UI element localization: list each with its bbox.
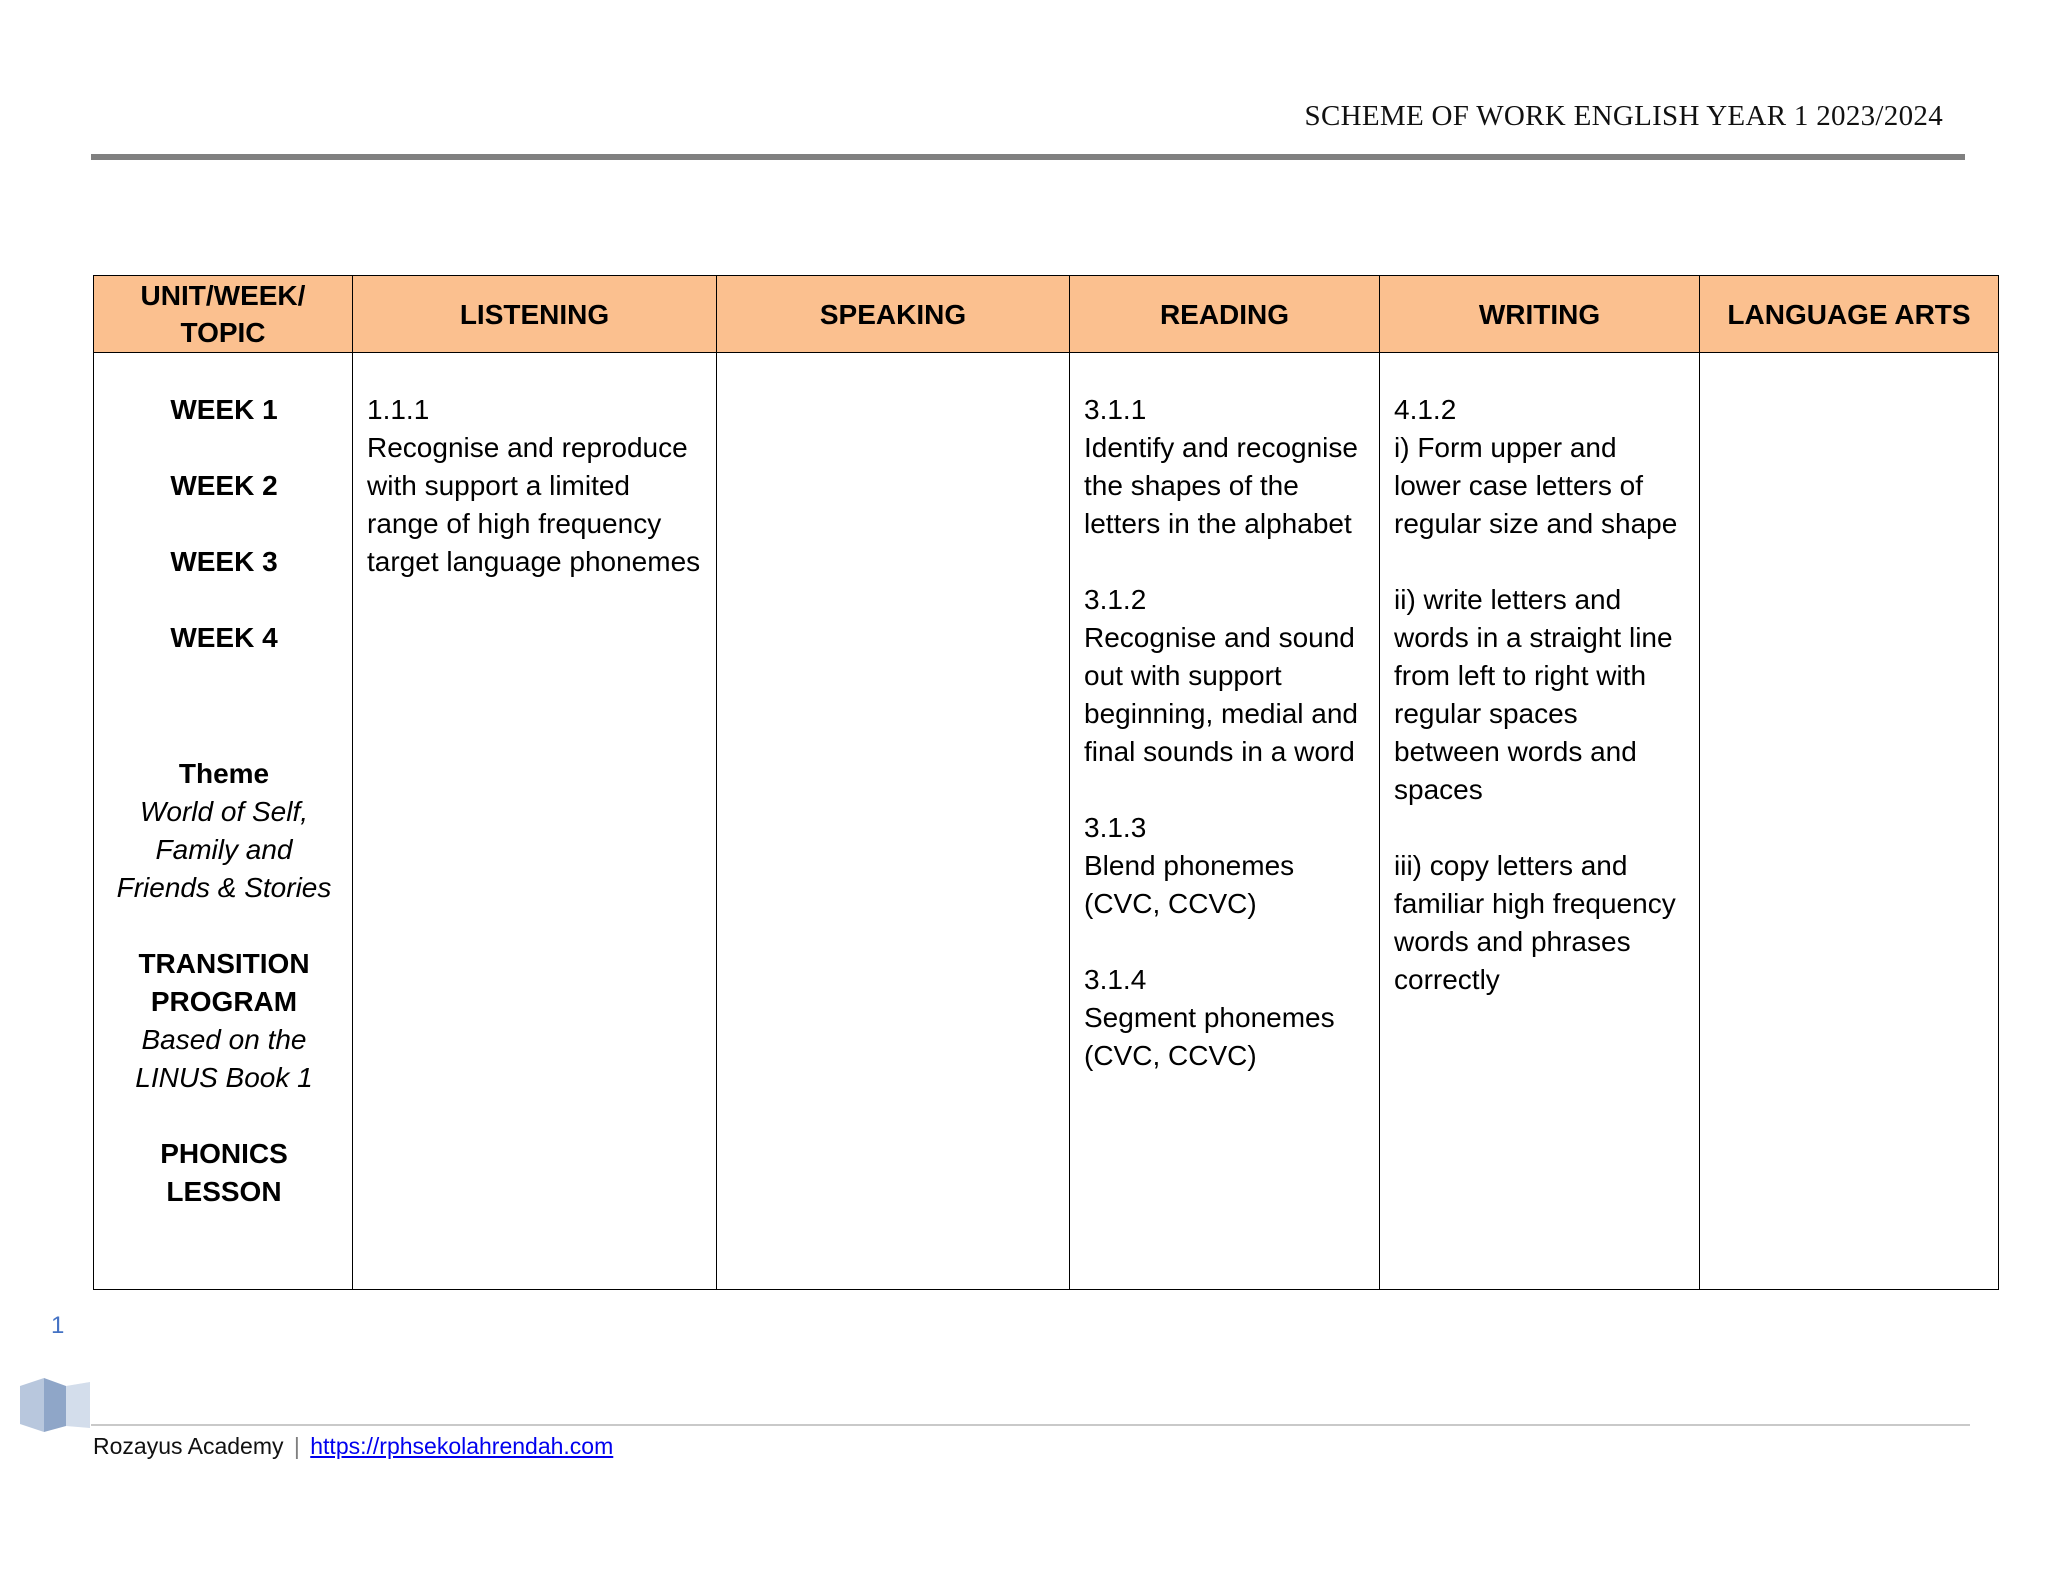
table-header-row [94,276,1999,353]
speaking-cell [717,353,1070,1290]
page-number: 1 [51,1312,65,1339]
footer-separator: | [293,1433,300,1459]
footer-academy-name: Rozayus Academy [93,1433,284,1459]
transition-program-label: TRANSITION [138,948,310,979]
reading-standard: 3.1.2 Recognise and sound out with support beginning, medial and final sounds in a word [1084,584,1358,767]
listening-standard: 1.1.1 Recognise and reproduce with support a limited range of high frequency target language phonemes [367,394,701,577]
footer-website-link[interactable]: https://rphsekolahrendah.com [310,1433,614,1459]
week-label: WEEK 1 [170,394,278,425]
header-listening: LISTENING [353,276,717,353]
theme-text: Friends & Stories [116,872,332,903]
footer [93,1433,613,1460]
footer-divider [91,1424,1970,1426]
table-row [94,353,1999,1290]
header-topic-line-2: TOPIC [180,317,266,348]
scheme-of-work-table [93,275,1999,1290]
writing-standard: ii) write letters and words in a straight line from left to right with regular spaces between words and spaces [1394,584,1673,805]
header-writing: WRITING [1380,276,1700,353]
listening-cell [353,353,717,1290]
language-arts-cell [1700,353,1999,1290]
based-on-text: LINUS Book 1 [135,1062,313,1093]
week-label: WEEK 2 [170,470,278,501]
reading-standard: 3.1.4 Segment phonemes (CVC, CCVC) [1084,964,1335,1071]
document-header-title: SCHEME OF WORK ENGLISH YEAR 1 2023/2024 [1304,100,1943,132]
reading-cell [1070,353,1380,1290]
reading-standard: 3.1.3 Blend phonemes (CVC, CCVC) [1084,812,1295,919]
week-label: WEEK 3 [170,546,278,577]
header-reading: READING [1070,276,1380,353]
header-topic-line-1: UNIT/WEEK/ [140,280,306,311]
based-on-text: Based on the [141,1024,307,1055]
header-language-arts: LANGUAGE ARTS [1700,276,1999,353]
writing-standard: iii) copy letters and familiar high frequency words and phrases correctly [1394,850,1676,995]
phonics-lesson-label: PHONICS LESSON [160,1138,288,1207]
theme-text: Family and [155,834,293,865]
transition-program-label: PROGRAM [150,986,298,1017]
reading-standard: 3.1.1 Identify and recognise the shapes of the letters in the alphabet [1084,394,1358,539]
topic-cell [94,353,353,1290]
theme-text: World of Self, [139,796,309,827]
header-speaking: SPEAKING [717,276,1070,353]
theme-label: Theme [178,758,270,789]
writing-cell [1380,353,1700,1290]
header-unit-week-topic [94,276,353,353]
week-label: WEEK 4 [170,622,278,653]
header-divider [91,154,1965,160]
book-logo-icon [18,1376,96,1434]
writing-standard: 4.1.2 i) Form upper and lower case letters of regular size and shape [1394,394,1678,539]
